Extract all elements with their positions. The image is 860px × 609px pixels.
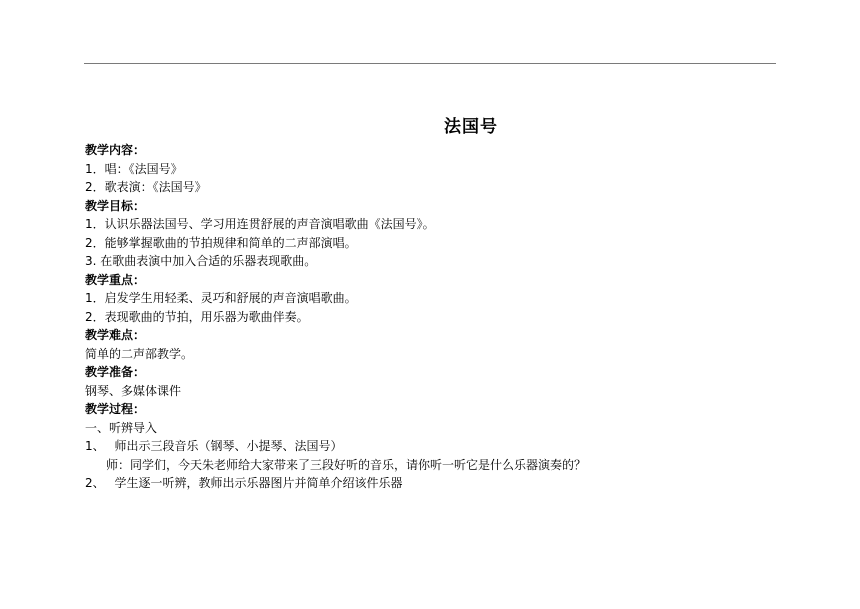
step-text: 师出示三段音乐（钢琴、小提琴、法国号） bbox=[110, 439, 343, 453]
process-step bbox=[85, 474, 775, 493]
section-heading-preparation: 教学准备： bbox=[85, 365, 146, 379]
section-heading-difficulties: 教学难点： bbox=[85, 328, 146, 342]
goal-item: 2．能够掌握歌曲的节拍规律和简单的二声部演唱。 bbox=[85, 235, 357, 250]
process-step bbox=[85, 437, 775, 456]
document-body bbox=[85, 141, 775, 493]
preparation-item: 钢琴、多媒体课件 bbox=[85, 383, 182, 398]
content-item: 2．歌表演：《法国号》 bbox=[85, 180, 207, 194]
section-heading-goals: 教学目标： bbox=[85, 198, 146, 213]
goal-item: 1．认识乐器法国号、学习用连贯舒展的声音演唱歌曲《法国号》。 bbox=[85, 217, 435, 231]
step-number: 1、 bbox=[85, 439, 105, 453]
process-step-dialogue: 师：同学们，今天朱老师给大家带来了三段好听的音乐，请你听一听它是什么乐器演奏的？ bbox=[106, 457, 587, 472]
goal-item: 3. 在歌曲表演中加入合适的乐器表现歌曲。 bbox=[85, 254, 317, 268]
document-title: 法国号 bbox=[444, 117, 498, 137]
content-item: 1．唱：《法国号》 bbox=[85, 161, 183, 176]
section-heading-key-points: 教学重点： bbox=[85, 272, 146, 287]
step-number: 2、 bbox=[85, 476, 105, 490]
difficulty-item: 简单的二声部教学。 bbox=[85, 346, 194, 361]
key-point-item: 1．启发学生用轻柔、灵巧和舒展的声音演唱歌曲。 bbox=[85, 291, 357, 305]
key-point-item: 2．表现歌曲的节拍，用乐器为歌曲伴奏。 bbox=[85, 309, 309, 324]
section-heading-process: 教学过程： bbox=[85, 402, 146, 416]
process-part-title: 一、听辨导入 bbox=[85, 420, 158, 435]
header-rule bbox=[84, 63, 776, 64]
section-heading-content: 教学内容： bbox=[85, 143, 146, 157]
step-text: 学生逐一听辨，教师出示乐器图片并简单介绍该件乐器 bbox=[110, 476, 403, 490]
